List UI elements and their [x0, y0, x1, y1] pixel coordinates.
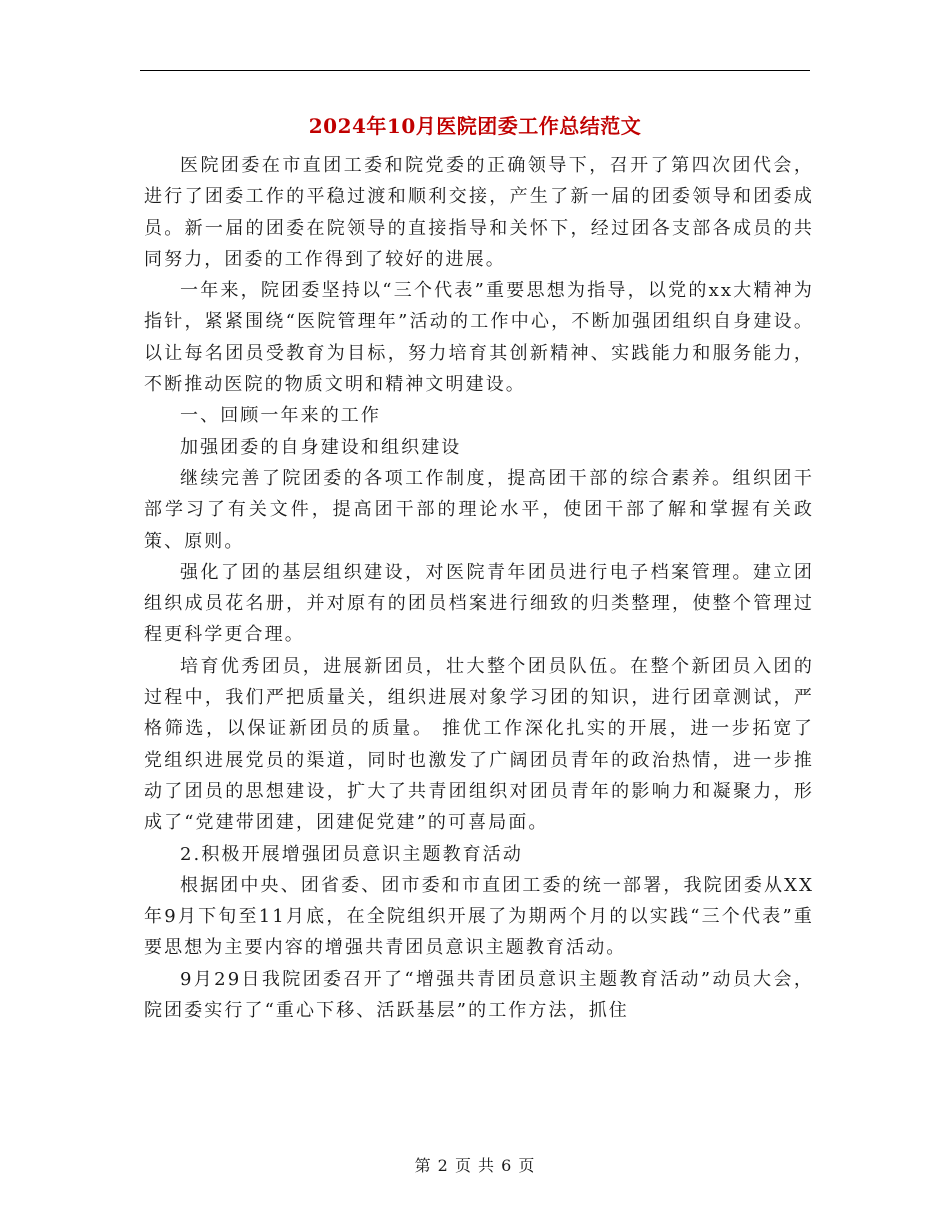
paragraph-6: 根据团中央、团省委、团市委和市直团工委的统一部署，我院团委从XX年9月下旬至11月底，在全院组织开展了为期两个月的以实践“三个代表”重要思想为主要内容的增强共青团员意识主题教育活动。 [144, 874, 814, 959]
page-footer: 第 2 页 共 6 页 [414, 1156, 536, 1175]
paragraph-5: 培育优秀团员，进展新团员，壮大整个团员队伍。在整个新团员入团的过程中，我们严把质量关，组织进展对象学习团的知识，进行团章测试，严格筛选，以保证新团员的质量。 推优工作深化扎实的开展，进一步拓宽了党组织进展党员的渠道，同时也激发了广阔团员青年的政治热情，进一步推动了团员的思想建设，扩大了共青团组织对团员青年的影响力和凝聚力，形成了“党建带团建，团建促党建”的可喜局面。 [144, 655, 814, 834]
header-rule [140, 70, 810, 71]
document-title: 2024年10月医院团委工作总结范文 [308, 114, 642, 138]
paragraph-3: 继续完善了院团委的各项工作制度，提高团干部的综合素养。组织团干部学习了有关文件，提高团干部的理论水平，使团干部了解和掌握有关政策、原则。 [144, 467, 814, 552]
paragraph-2: 一年来，院团委坚持以“三个代表”重要思想为指导，以党的xx大精神为指针，紧紧围绕“医院管理年”活动的工作中心，不断加强团组织自身建设。以让每名团员受教育为目标，努力培育其创新精神、实践能力和服务能力，不断推动医院的物质文明和精神文明建设。 [144, 280, 814, 396]
paragraph-4: 强化了团的基层组织建设，对医院青年团员进行电子档案管理。建立团组织成员花名册，并对原有的团员档案进行细致的归类整理，使整个管理过程更科学更合理。 [144, 561, 814, 646]
subheading-education-activity: 2.积极开展增强团员意识主题教育活动 [180, 843, 523, 865]
paragraph-1: 医院团委在市直团工委和院党委的正确领导下，召开了第四次团代会，进行了团委工作的平稳过渡和顺利交接，产生了新一届的团委领导和团委成员。新一届的团委在院领导的直接指导和关怀下，经过团各支部各成员的共同努力，团委的工作得到了较好的进展。 [144, 155, 814, 270]
section-heading-review: 一、回顾一年来的工作 [180, 405, 381, 427]
paragraph-7: 9月29日我院团委召开了“增强共青团员意识主题教育活动”动员大会，院团委实行了“重心下移、活跃基层”的工作方法，抓住 [144, 968, 814, 1022]
document-body [144, 150, 814, 1026]
subheading-org-building: 加强团委的自身建设和组织建设 [180, 436, 462, 458]
